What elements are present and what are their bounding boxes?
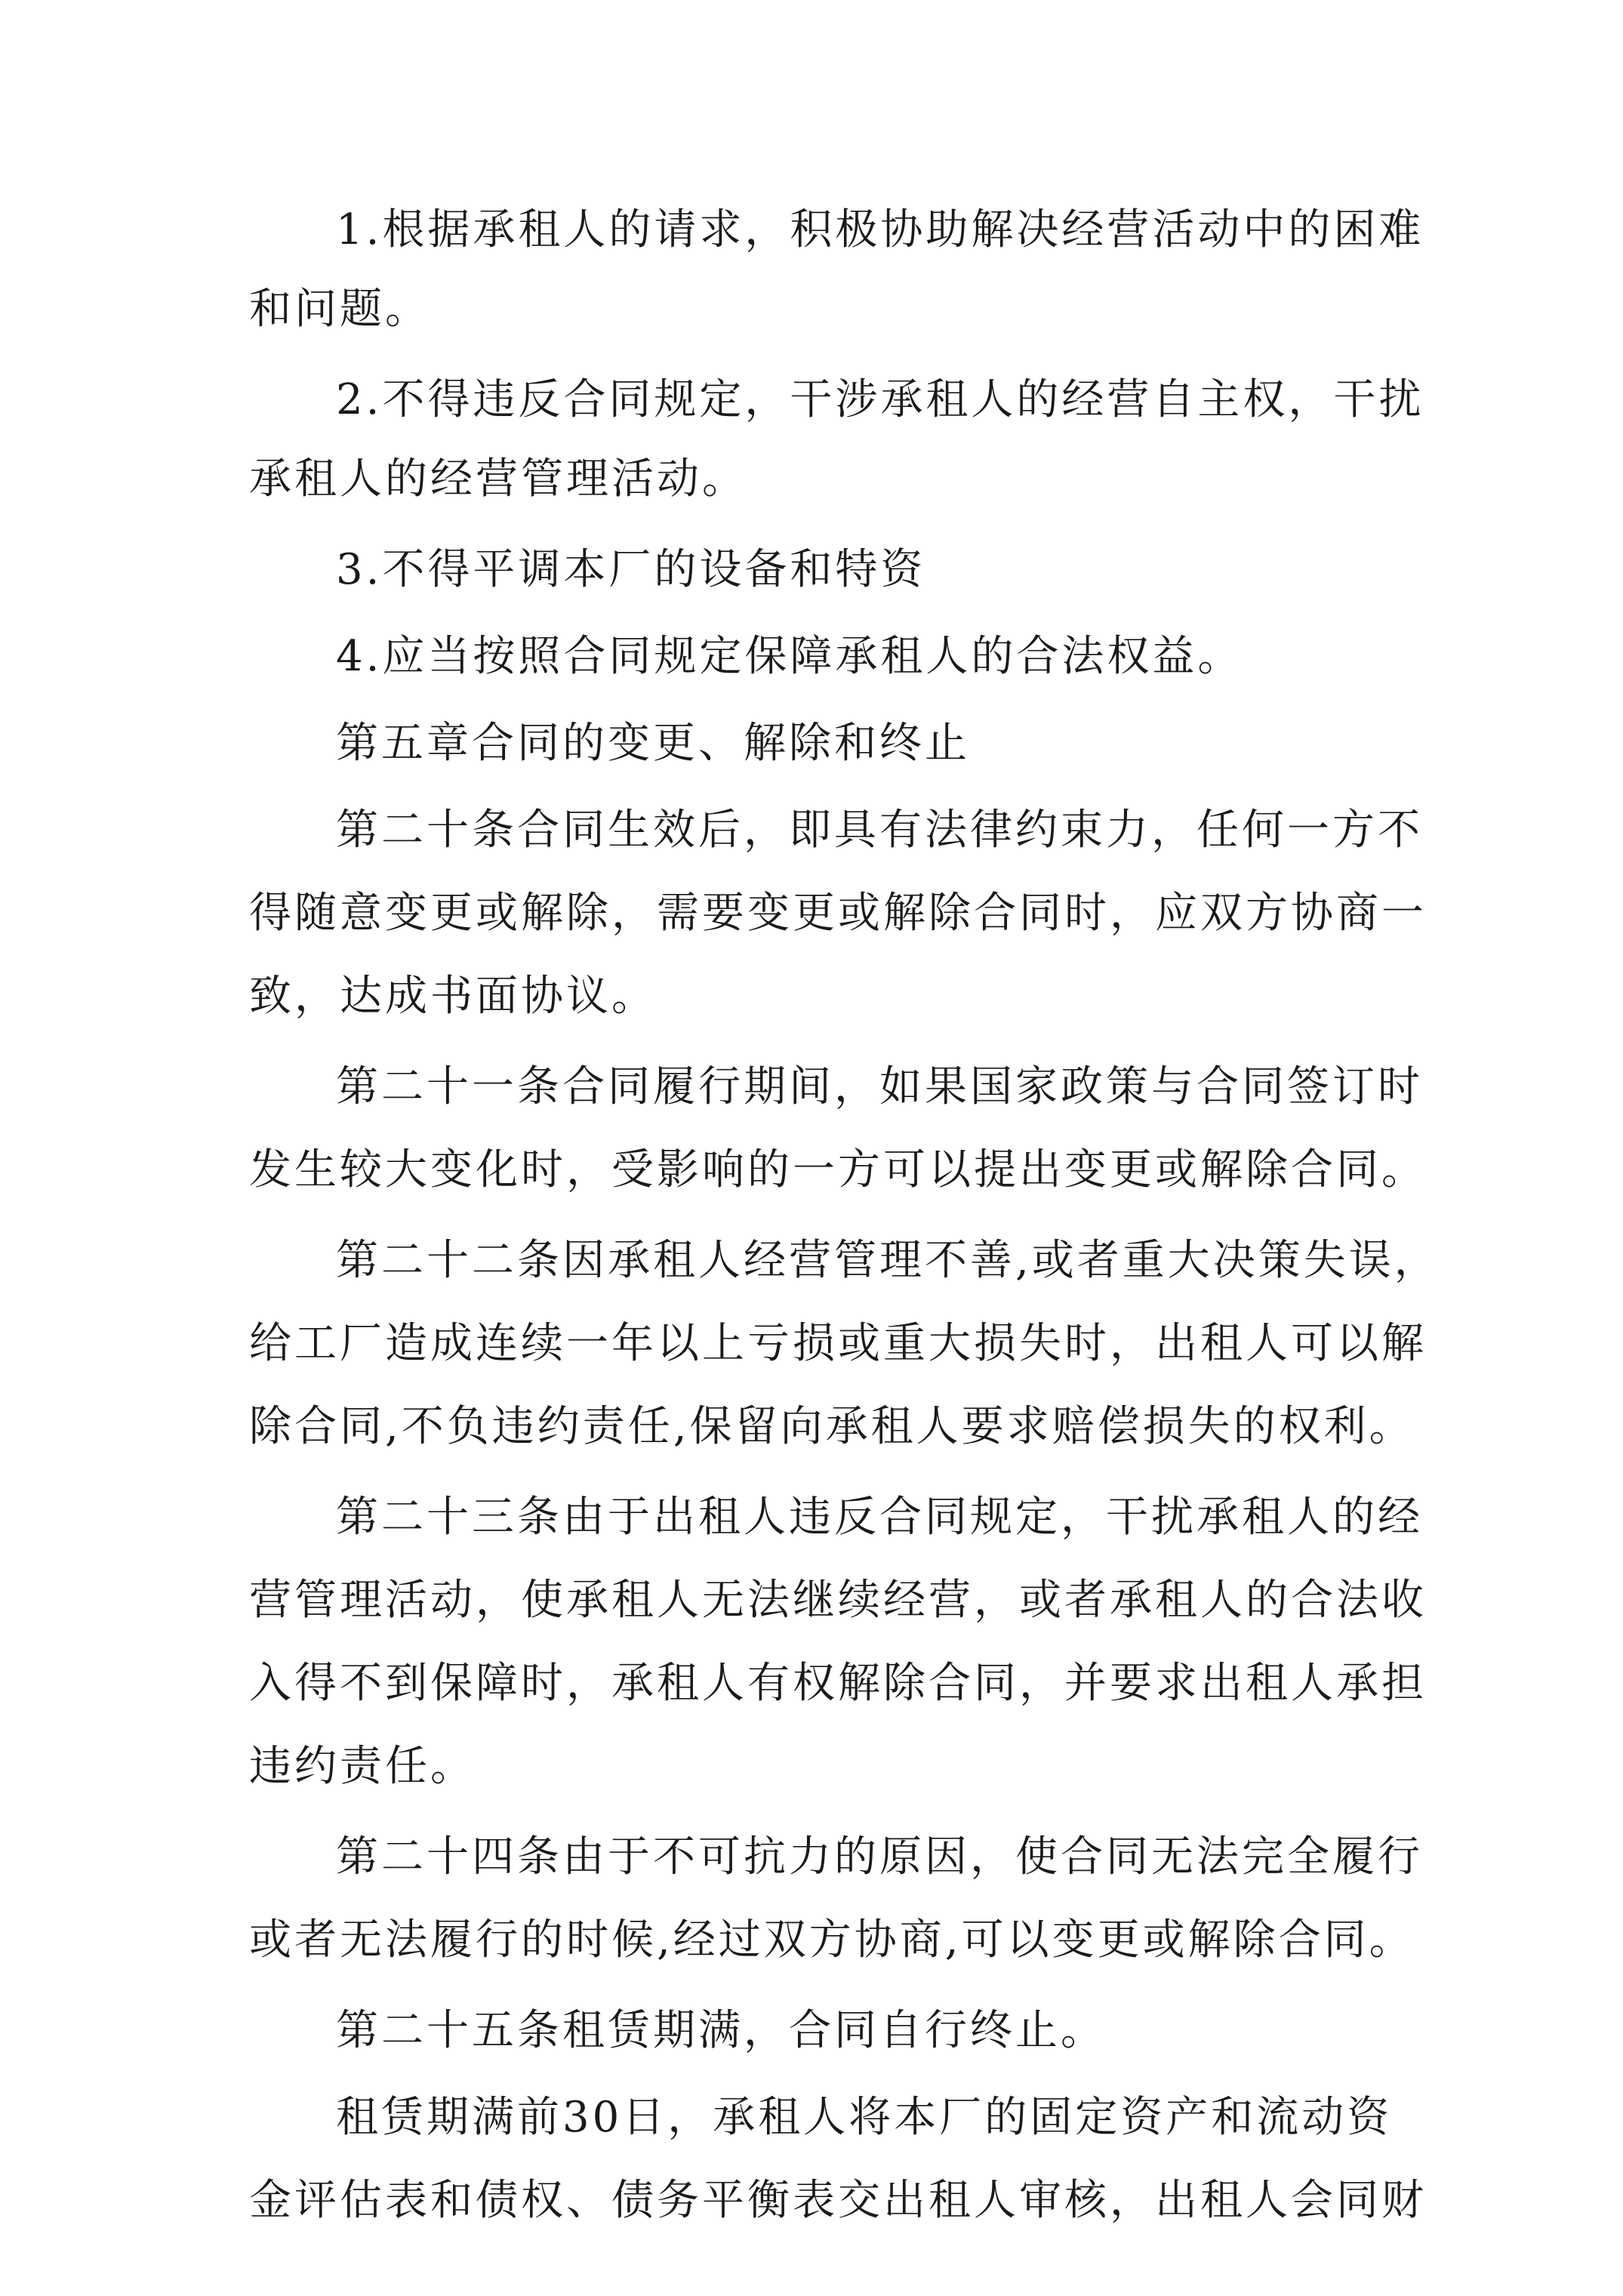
text-line: 得随意变更或解除，需要变更或解除合同时，应双方协商一 — [249, 889, 1427, 938]
text-line: 给工厂造成连续一年以上亏损或重大损失时，出租人可以解 — [249, 1319, 1427, 1368]
text-line: 致，达成书面协议。 — [249, 972, 657, 1021]
text-line: 1.根据承租人的请求，积极协助解决经营活动中的困难 — [336, 205, 1424, 254]
text-line: 违约责任。 — [249, 1742, 476, 1791]
text-line: 第二十三条由于出租人违反合同规定，干扰承租人的经 — [336, 1493, 1423, 1542]
text-line: 发生较大变化时，受影响的一方可以提出变更或解除合同。 — [249, 1145, 1427, 1194]
text-line: 第二十二条因承租人经营管理不善,或者重大决策失误， — [336, 1236, 1440, 1285]
text-line: 金评估表和债权、债务平衡表交出租人审核，出租人会同财 — [249, 2176, 1427, 2225]
text-line: 除合同,不负违约责任,保留向承租人要求赔偿损失的权利。 — [249, 1402, 1415, 1451]
text-line: 第二十四条由于不可抗力的原因，使合同无法完全履行 — [336, 1832, 1423, 1881]
text-line: 租赁期满前30日，承租人将本厂的固定资产和流动资 — [336, 2093, 1393, 2142]
text-line: 2.不得违反合同规定，干涉承租人的经营自主权，干扰 — [336, 375, 1424, 424]
text-line: 入得不到保障时，承租人有权解除合同，并要求出租人承担 — [249, 1659, 1427, 1708]
text-line: 第二十五条租赁期满，合同自行终止。 — [336, 2006, 1106, 2055]
text-line: 营管理活动，使承租人无法继续经营，或者承租人的合法收 — [249, 1576, 1427, 1625]
text-line: 承租人的经营管理活动。 — [249, 455, 747, 504]
text-line: 3.不得平调本厂的设备和特资 — [336, 545, 926, 594]
text-line: 第二十条合同生效后，即具有法律约束力，任何一方不 — [336, 806, 1423, 855]
text-line: 4.应当按照合同规定保障承租人的合法权益。 — [336, 632, 1243, 681]
text-line: 第二十一条合同履行期间，如果国家政策与合同签订时 — [336, 1062, 1423, 1111]
section-heading: 第五章合同的变更、解除和终止 — [336, 719, 970, 768]
text-line: 或者无法履行的时候,经过双方协商,可以变更或解除合同。 — [249, 1915, 1415, 1965]
text-line: 和问题。 — [249, 285, 430, 334]
